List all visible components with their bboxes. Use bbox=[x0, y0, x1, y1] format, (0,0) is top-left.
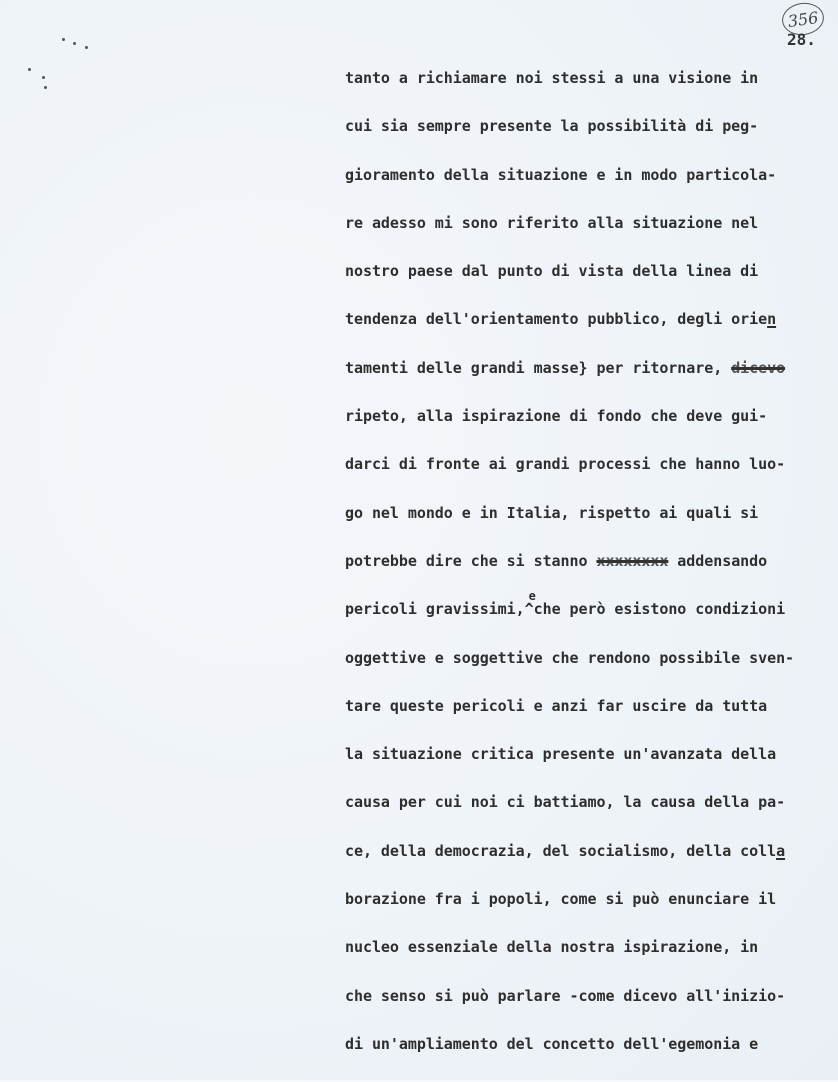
ink-speck bbox=[44, 86, 47, 89]
ink-speck bbox=[28, 68, 31, 71]
text-line bbox=[345, 551, 794, 599]
text-line: borazione fra i popoli, come si può enunciare il bbox=[345, 890, 777, 909]
handwritten-insertion bbox=[524, 589, 536, 619]
text-line: di un'ampliamento del concetto dell'egemonia e bbox=[345, 1034, 759, 1053]
typed-text-body bbox=[345, 68, 794, 1082]
insertion-caret: ^ bbox=[524, 600, 534, 619]
text-line: nostro paese dal punto di vista della linea di bbox=[345, 262, 759, 281]
text-line: darci di fronte ai grandi processi che hanno luo- bbox=[345, 455, 786, 474]
inserted-letter: e bbox=[528, 589, 536, 604]
archive-number: 356 bbox=[780, 0, 826, 38]
text-line bbox=[345, 309, 794, 357]
text-segment: ce, della democrazia, del socialismo, della coll bbox=[345, 841, 777, 860]
text-line: tanto a richiamare noi stessi a una visione in bbox=[345, 69, 759, 87]
text-line: che senso si può parlare -come dicevo all'inizio- bbox=[345, 986, 786, 1005]
underlined-letter: a bbox=[776, 841, 786, 860]
struck-out-word: dicevo bbox=[731, 358, 786, 377]
text-line: la situazione critica presente un'avanzata della bbox=[345, 745, 777, 764]
text-line: go nel mondo e in Italia, rispetto ai quali si bbox=[345, 503, 759, 522]
text-line: re adesso mi sono riferito alla situazione nel bbox=[345, 213, 759, 232]
text-segment: addensando bbox=[668, 551, 768, 570]
text-segment: che però esistono condizioni bbox=[533, 600, 786, 619]
text-line: tare queste pericoli e anzi far uscire da tutta bbox=[345, 696, 768, 715]
text-line: nucleo essenziale della nostra ispirazione, in bbox=[345, 938, 759, 957]
ink-speck bbox=[42, 76, 45, 79]
struck-out-word: xxxxxxxx bbox=[596, 551, 669, 570]
text-line: cui sia sempre presente la possibilità di peg- bbox=[345, 117, 759, 136]
text-line bbox=[345, 589, 794, 647]
text-line bbox=[345, 358, 794, 406]
text-line: gioramento della situazione e in modo particola- bbox=[345, 165, 777, 184]
ink-speck bbox=[62, 38, 65, 41]
text-line: ripeto, alla ispirazione di fondo che deve gui- bbox=[345, 407, 768, 426]
text-line bbox=[345, 841, 794, 889]
underlined-letter: n bbox=[767, 310, 777, 329]
ink-speck bbox=[73, 42, 76, 45]
text-segment: potrebbe dire che si stanno bbox=[345, 551, 597, 570]
text-segment: tendenza dell'orientamento pubblico, degli orie bbox=[345, 310, 768, 329]
text-segment: tamenti delle grandi masse} per ritornare, bbox=[345, 358, 732, 377]
text-line: causa per cui noi ci battiamo, la causa della pa- bbox=[345, 793, 786, 812]
text-line: oggettive e soggettive che rendono possibile sven- bbox=[345, 648, 795, 667]
ink-speck bbox=[85, 46, 88, 49]
text-segment: pericoli gravissimi, bbox=[345, 600, 525, 619]
page-number: 28. bbox=[787, 30, 816, 49]
